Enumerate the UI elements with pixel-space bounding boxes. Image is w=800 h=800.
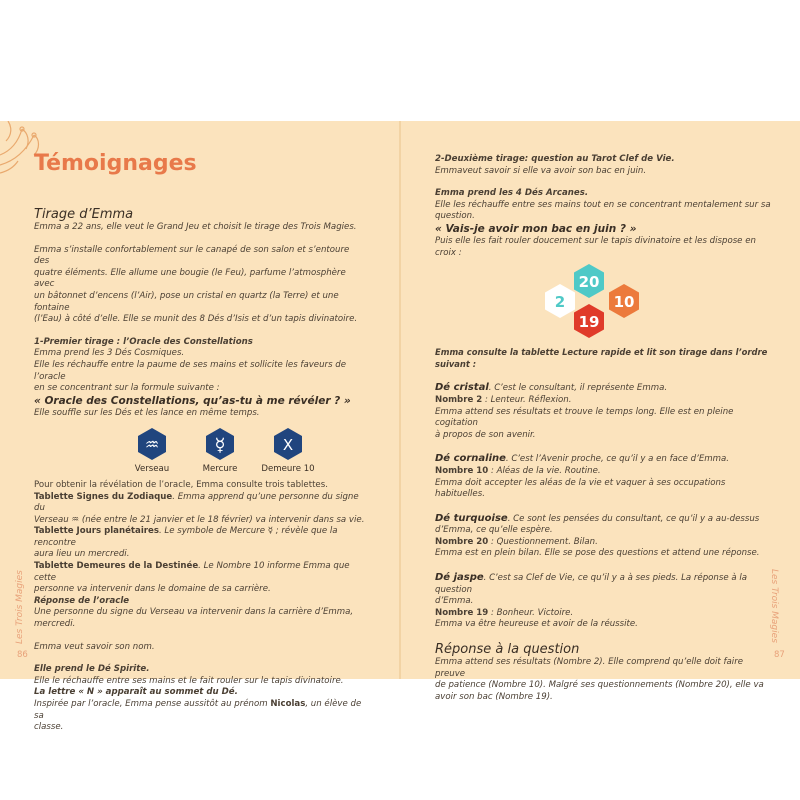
answer-paragraph: Emma attend ses résultats (Nombre 2). Elle comprend qu’elle doit faire preuve de patience (Nombre 10). Malgré ses questionnements (Nombre 20), elle va avoir son bac (Nombre 19). — [435, 657, 764, 702]
running-head-left: Les Trois Magies — [15, 570, 25, 644]
arcana-paragraph: Emma prend les 4 Dés Arcanes. Elle les réchauffe entre ses mains tout en se concentrant mentalement sur sa question. — [435, 188, 771, 222]
roman-ten-icon — [271, 427, 305, 461]
aquarius-icon — [135, 427, 169, 461]
jasper-die-paragraph: Dé jaspe. C’est sa Clef de Vie, ce qu’il y a à ses pieds. La réponse à la question d’Emma. Nombre 19 : Bonheur. Victoire. Emma va être heureuse et avoir de la réussite. — [435, 572, 748, 630]
symbol-mercure — [195, 427, 245, 476]
carnelian-die-paragraph: Dé cornaline. C’est l’Avenir proche, ce qu’il y a en face d’Emma. Nombre 10 : Aléas de la vie. Routine. Emma doit accepter les aléas de la vie et vaquer à ses occupations habituelles. — [435, 453, 729, 500]
svg-text:10: 10 — [613, 293, 635, 312]
first-draw-text: Emma prend les 3 Dés Cosmiques. Elle les réchauffe entre la paume de ses mains et sollicite les faveurs de l’oracle en se concentrant sur la formule suivante : — [34, 348, 347, 394]
svg-text:20: 20 — [578, 273, 600, 292]
section-subtitle: Tirage d’Emma — [34, 207, 134, 222]
crystal-die-paragraph: Dé cristal. C’est le consultant, il représente Emma. Nombre 2 : Lenteur. Réflexion. Emma attend ses résultats et trouve le temps long. Elle est en pleine cogitation à propos de son avenir. — [435, 382, 734, 440]
svg-text:♒: ♒ — [144, 435, 160, 455]
turquoise-die-paragraph: Dé turquoise. Ce sont les pensées du consultant, ce qu’il y a au-dessus d’Emma, ce qu’elle espère. Nombre 20 : Questionnement. Bilan. Emma est en plein bilan. Elle se pose des questions et attend une réponse. — [435, 512, 760, 559]
carnelian-die-icon — [607, 283, 641, 319]
revelation-paragraph: Pour obtenir la révélation de l’oracle, Emma consulte trois tablettes. Tablette Signes du Zodiaque. Emma apprend qu’une personne du signe du Verseau ♒ (née entre le 21 janvier et le 18 février) va intervenir dans sa vie. Tablette Jours planétaires. Le symbole de Mercure ☿ ; révèle que la rencontre aura lieu un mercredi. Tablette Demeures de la Destinée. Le Nombre 10 informe Emma que cette personne va intervenir dans le domaine de sa carrière. Réponse de l’oracle Une personne du signe du Verseau va intervenir dans la carrière d’Emma, mercredi. — [34, 479, 365, 630]
page-title: Témoignages — [34, 151, 197, 176]
right-page — [401, 121, 800, 702]
name-question: Emma veut savoir son nom. — [34, 641, 155, 652]
turquoise-die-icon — [572, 263, 606, 299]
answer-heading: Réponse à la question — [435, 642, 580, 658]
bac-quote: « Vais-je avoir mon bac en juin ? » — [435, 222, 637, 235]
oracle-quote: « Oracle des Constellations, qu’as-tu à me révéler ? » — [34, 394, 351, 407]
first-draw-heading: 1-Premier tirage : l’Oracle des Constellations — [34, 336, 253, 347]
symbol-label: Verseau — [134, 464, 170, 475]
symbol-label: Mercure — [202, 464, 238, 475]
svg-text:X: X — [282, 436, 294, 455]
running-head-right: Les Trois Magies — [769, 569, 779, 643]
symbol-label: Demeure 10 — [261, 464, 315, 475]
intro-paragraph: Emma a 22 ans, elle veut le Grand Jeu et choisit le tirage des Trois Magies. — [34, 222, 357, 232]
cross-layout-text: Puis elle les fait rouler doucement sur le tapis divinatoire et les dispose en croix : — [435, 235, 756, 258]
page-number-left: 86 — [17, 650, 28, 660]
second-draw-text: Emmaveut savoir si elle va avoir son bac en juin. — [435, 165, 647, 176]
consult-heading: Emma consulte la tablette Lecture rapide et lit son tirage dans l’ordre suivant : — [435, 347, 768, 369]
svg-text:19: 19 — [578, 313, 600, 332]
arcana-dice-cross — [435, 263, 775, 341]
jasper-die-icon — [572, 303, 606, 339]
symbol-demeure — [263, 427, 313, 476]
page-number-right: 87 — [774, 650, 785, 660]
symbol-verseau — [127, 427, 177, 476]
second-draw-heading: 2-Deuxième tirage: question au Tarot Clef de Vie. — [435, 154, 675, 164]
spirite-paragraph: Elle prend le Dé Spirite. Elle le réchauffe entre ses mains et le fait rouler sur le tapis divinatoire. La lettre « N » apparaît au sommet du Dé. Inspirée par l’oracle, Emma pense aussitôt au prénom Nicolas, un élève de sa classe. — [34, 664, 362, 733]
book-spread — [0, 121, 800, 733]
svg-text:2: 2 — [554, 293, 566, 312]
left-page — [0, 121, 399, 733]
elements-paragraph: Emma s’installe confortablement sur le canapé de son salon et s’entoure des quatre éléments. Elle allume une bougie (le Feu), parfume l’atmosphère avec un bâtonnet d’encens (l’Air), pose un cristal en quartz (la Terre) et une fontaine (l’Eau) à côté d’elle. Elle se munit des 8 Dés d’Isis et d’un tapis divinatoire. — [34, 244, 358, 325]
cosmic-dice-result — [127, 427, 366, 476]
throw-text: Elle souffle sur les Dés et les lance en même temps. — [34, 407, 260, 418]
mercury-icon — [203, 427, 237, 461]
svg-text:☿: ☿ — [214, 435, 226, 457]
